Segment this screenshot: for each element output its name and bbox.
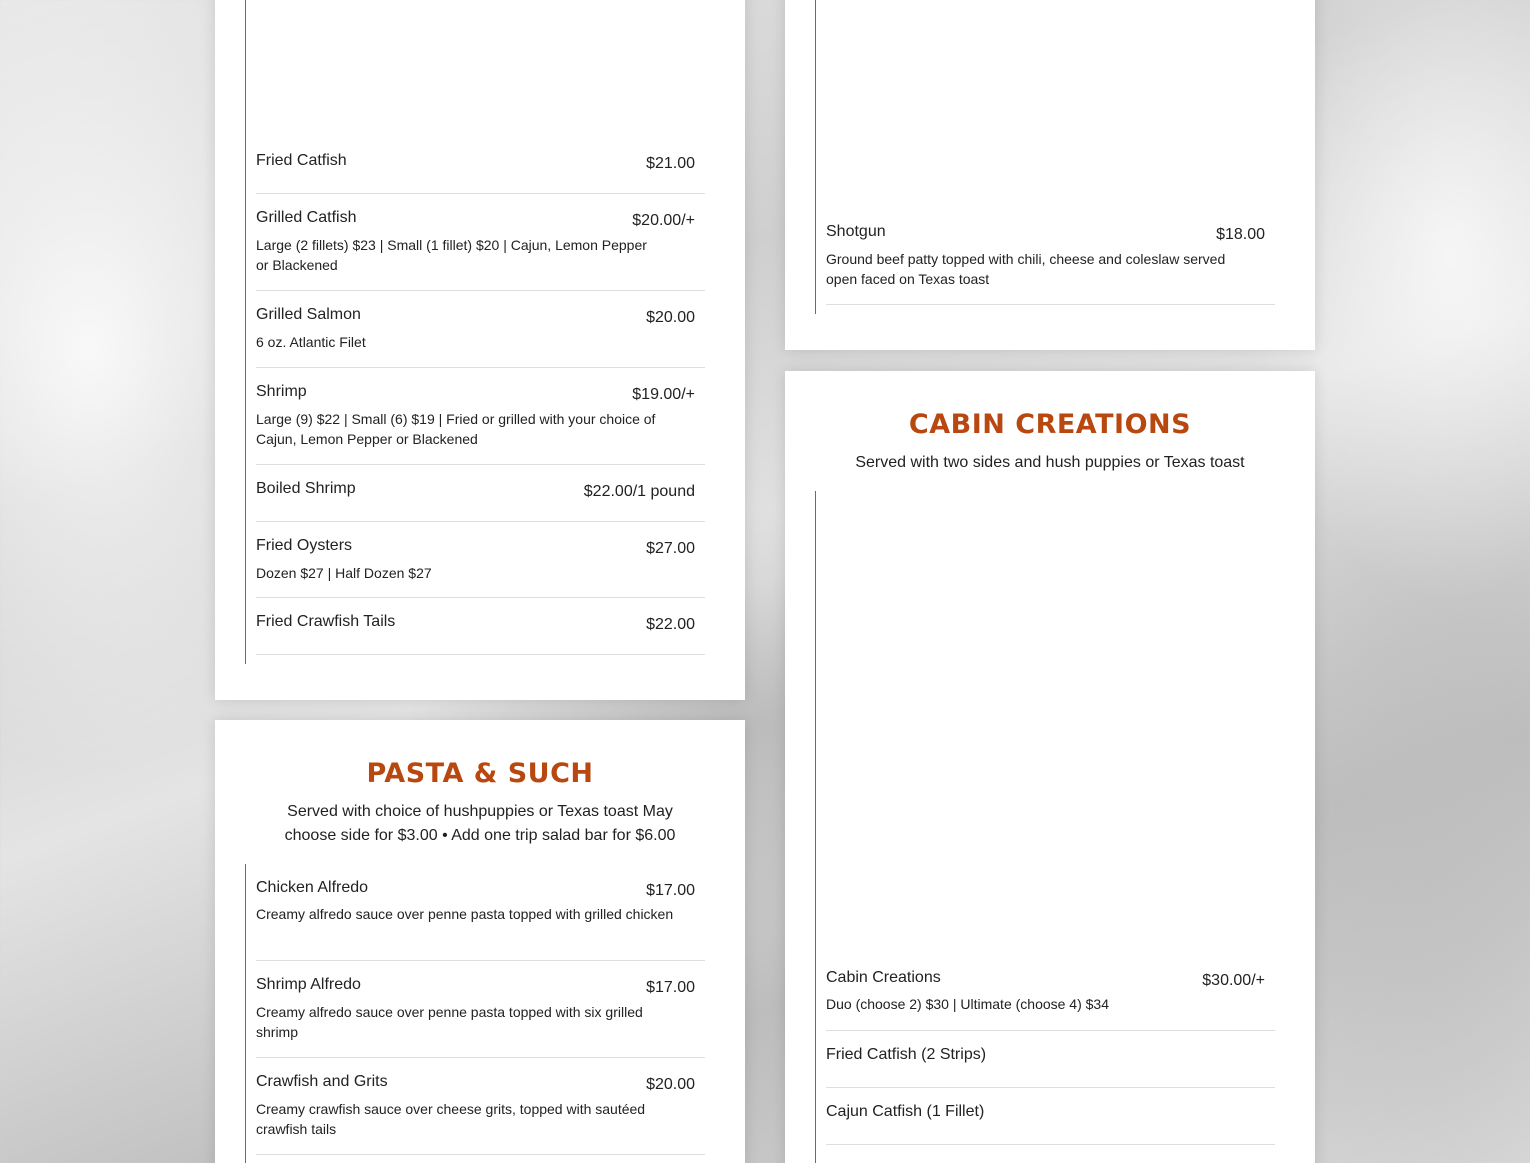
menu-item bbox=[256, 598, 705, 655]
menu-item bbox=[826, 208, 1275, 305]
section-subtitle: Served with choice of hushpuppies or Texas toast May choose side for $3.00 • Add one trip salad bar for $6.00 bbox=[284, 803, 676, 844]
menu-item bbox=[256, 368, 705, 465]
seafood-card bbox=[215, 0, 745, 700]
item-price: $22.00 bbox=[646, 616, 695, 633]
item-price: $20.00 bbox=[646, 1076, 695, 1093]
item-name: Crawfish and Grits bbox=[256, 1073, 388, 1090]
menu-item bbox=[256, 194, 705, 291]
menu-item bbox=[256, 522, 705, 598]
burger-card bbox=[785, 0, 1315, 350]
menu-item bbox=[256, 291, 705, 368]
item-price: $18.00 bbox=[1216, 226, 1265, 243]
item-description: Large (9) $22 | Small (6) $19 | Fried or grilled with your choice of Cajun, Lemon Pepper or Blackened bbox=[256, 411, 656, 447]
item-name: Shrimp bbox=[256, 383, 307, 400]
item-price: $17.00 bbox=[646, 882, 695, 899]
menu-item bbox=[256, 465, 705, 522]
item-name: Fried Catfish (2 Strips) bbox=[826, 1046, 987, 1063]
item-description: Dozen $27 | Half Dozen $27 bbox=[256, 565, 432, 581]
item-price: $20.00/+ bbox=[632, 212, 695, 229]
item-name: Grilled Catfish bbox=[256, 209, 357, 226]
menu-item bbox=[256, 864, 705, 961]
pasta-card bbox=[215, 720, 745, 1163]
menu-item bbox=[256, 130, 705, 194]
item-price: $27.00 bbox=[646, 540, 695, 557]
item-name: Cabin Creations bbox=[826, 969, 941, 986]
item-price: $20.00 bbox=[646, 309, 695, 326]
item-name: Shotgun bbox=[826, 223, 886, 240]
menu-rail bbox=[815, 491, 816, 1163]
section-title: CABIN CREATIONS bbox=[908, 409, 1192, 440]
menu-rail bbox=[815, 0, 816, 314]
item-price: $21.00 bbox=[646, 155, 695, 172]
menu-rail bbox=[245, 0, 246, 664]
item-name: Boiled Shrimp bbox=[256, 480, 356, 497]
menu-item bbox=[256, 1058, 705, 1155]
item-description: Creamy alfredo sauce over penne pasta topped with grilled chicken bbox=[256, 906, 674, 922]
item-description: Duo (choose 2) $30 | Ultimate (choose 4) $34 bbox=[826, 996, 1110, 1012]
item-price: $19.00/+ bbox=[632, 386, 695, 403]
item-name: Grilled Salmon bbox=[256, 306, 361, 323]
item-description: Creamy alfredo sauce over penne pasta topped with six grilled shrimp bbox=[256, 1004, 643, 1040]
item-price: $30.00/+ bbox=[1202, 972, 1265, 989]
item-name: Fried Catfish bbox=[256, 152, 347, 169]
item-name: Chicken Alfredo bbox=[256, 879, 369, 896]
menu-item bbox=[826, 1031, 1275, 1088]
menu-item bbox=[826, 954, 1275, 1031]
section-title: PASTA & SUCH bbox=[366, 758, 594, 789]
section-subtitle: Served with two sides and hush puppies or Texas toast bbox=[855, 454, 1245, 471]
item-description: Large (2 fillets) $23 | Small (1 fillet) $20 | Cajun, Lemon Pepper or Blackened bbox=[256, 237, 647, 273]
item-name: Cajun Catfish (1 Fillet) bbox=[826, 1103, 985, 1120]
item-price: $22.00/1 pound bbox=[583, 483, 695, 500]
item-name: Fried Crawfish Tails bbox=[256, 613, 396, 630]
menu-rail bbox=[245, 864, 246, 1163]
item-name: Shrimp Alfredo bbox=[256, 976, 361, 993]
menu-item bbox=[256, 961, 705, 1058]
item-description: Creamy crawfish sauce over cheese grits, topped with sautéed crawfish tails bbox=[256, 1101, 646, 1137]
cabin-creations-card bbox=[785, 371, 1315, 1163]
item-name: Fried Oysters bbox=[256, 537, 353, 554]
item-description: Ground beef patty topped with chili, cheese and coleslaw served open faced on Texas toast bbox=[826, 251, 1226, 287]
menu-item bbox=[826, 1088, 1275, 1145]
item-description: 6 oz. Atlantic Filet bbox=[256, 334, 366, 350]
item-price: $17.00 bbox=[646, 979, 695, 996]
